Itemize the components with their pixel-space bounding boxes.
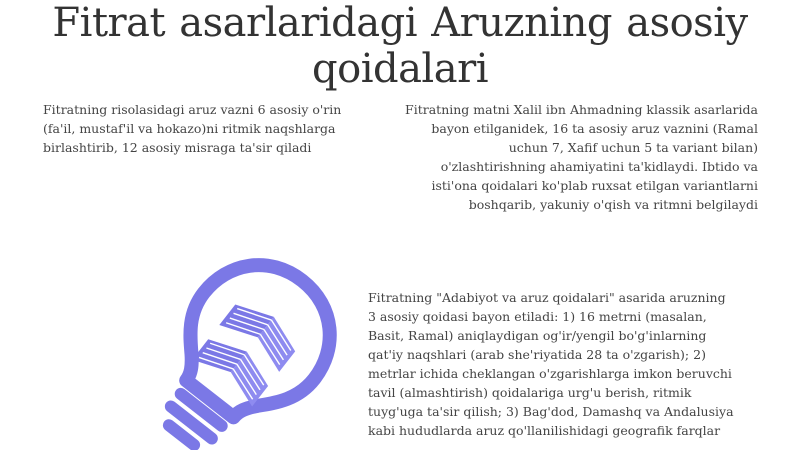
lightbulb-book-icon xyxy=(148,250,348,450)
text-block-3: Fitratning "Adabiyot va aruz qoidalari" asarida aruzning 3 asosiy qoidasi bayon etiladi: 1) 16 metrni (masalan, Basit, Ramal) aniqlaydigan og'ir/yengil bo'g'inlarning qat'iy naqshlari (arab she'riyatida 28 ta o'zgarish); 2) metrlar ichida cheklangan o'zgarishlarga imkon beruvchi tavil (almashtirish) qoidalariga urg'u berish, ritmik tuyg'uga ta'sir qilish; 3) Bag'dod, Damashq va Andalusiya kabi hududlarda aruz qo'llanilishidagi geografik farqlar xyxy=(368,290,734,438)
text-block-1: Fitratning risolasidagi aruz vazni 6 asosiy o'rin (fa'il, mustaf'il va hokazo)ni ritmik naqshlarga birlashtirib, 12 asosiy misraga ta'sir qiladi xyxy=(43,102,342,155)
page-title: Fitrat asarlaridagi Aruzning asosiy qoidalari xyxy=(52,0,748,92)
text-block-2: Fitratning matni Xalil ibn Ahmadning klassik asarlarida bayon etilganidek, 16 ta asosiy aruz vaznini (Ramal uchun 7, Xafif uchun 5 ta variant bilan) o'zlashtirishning ahamiyatini ta'kidlaydi. Ibtido va isti'ona qoidalari ko'plab ruxsat etilgan variantlarni boshqarib, yakuniy o'qish va ritmni belgilaydi xyxy=(405,102,758,212)
